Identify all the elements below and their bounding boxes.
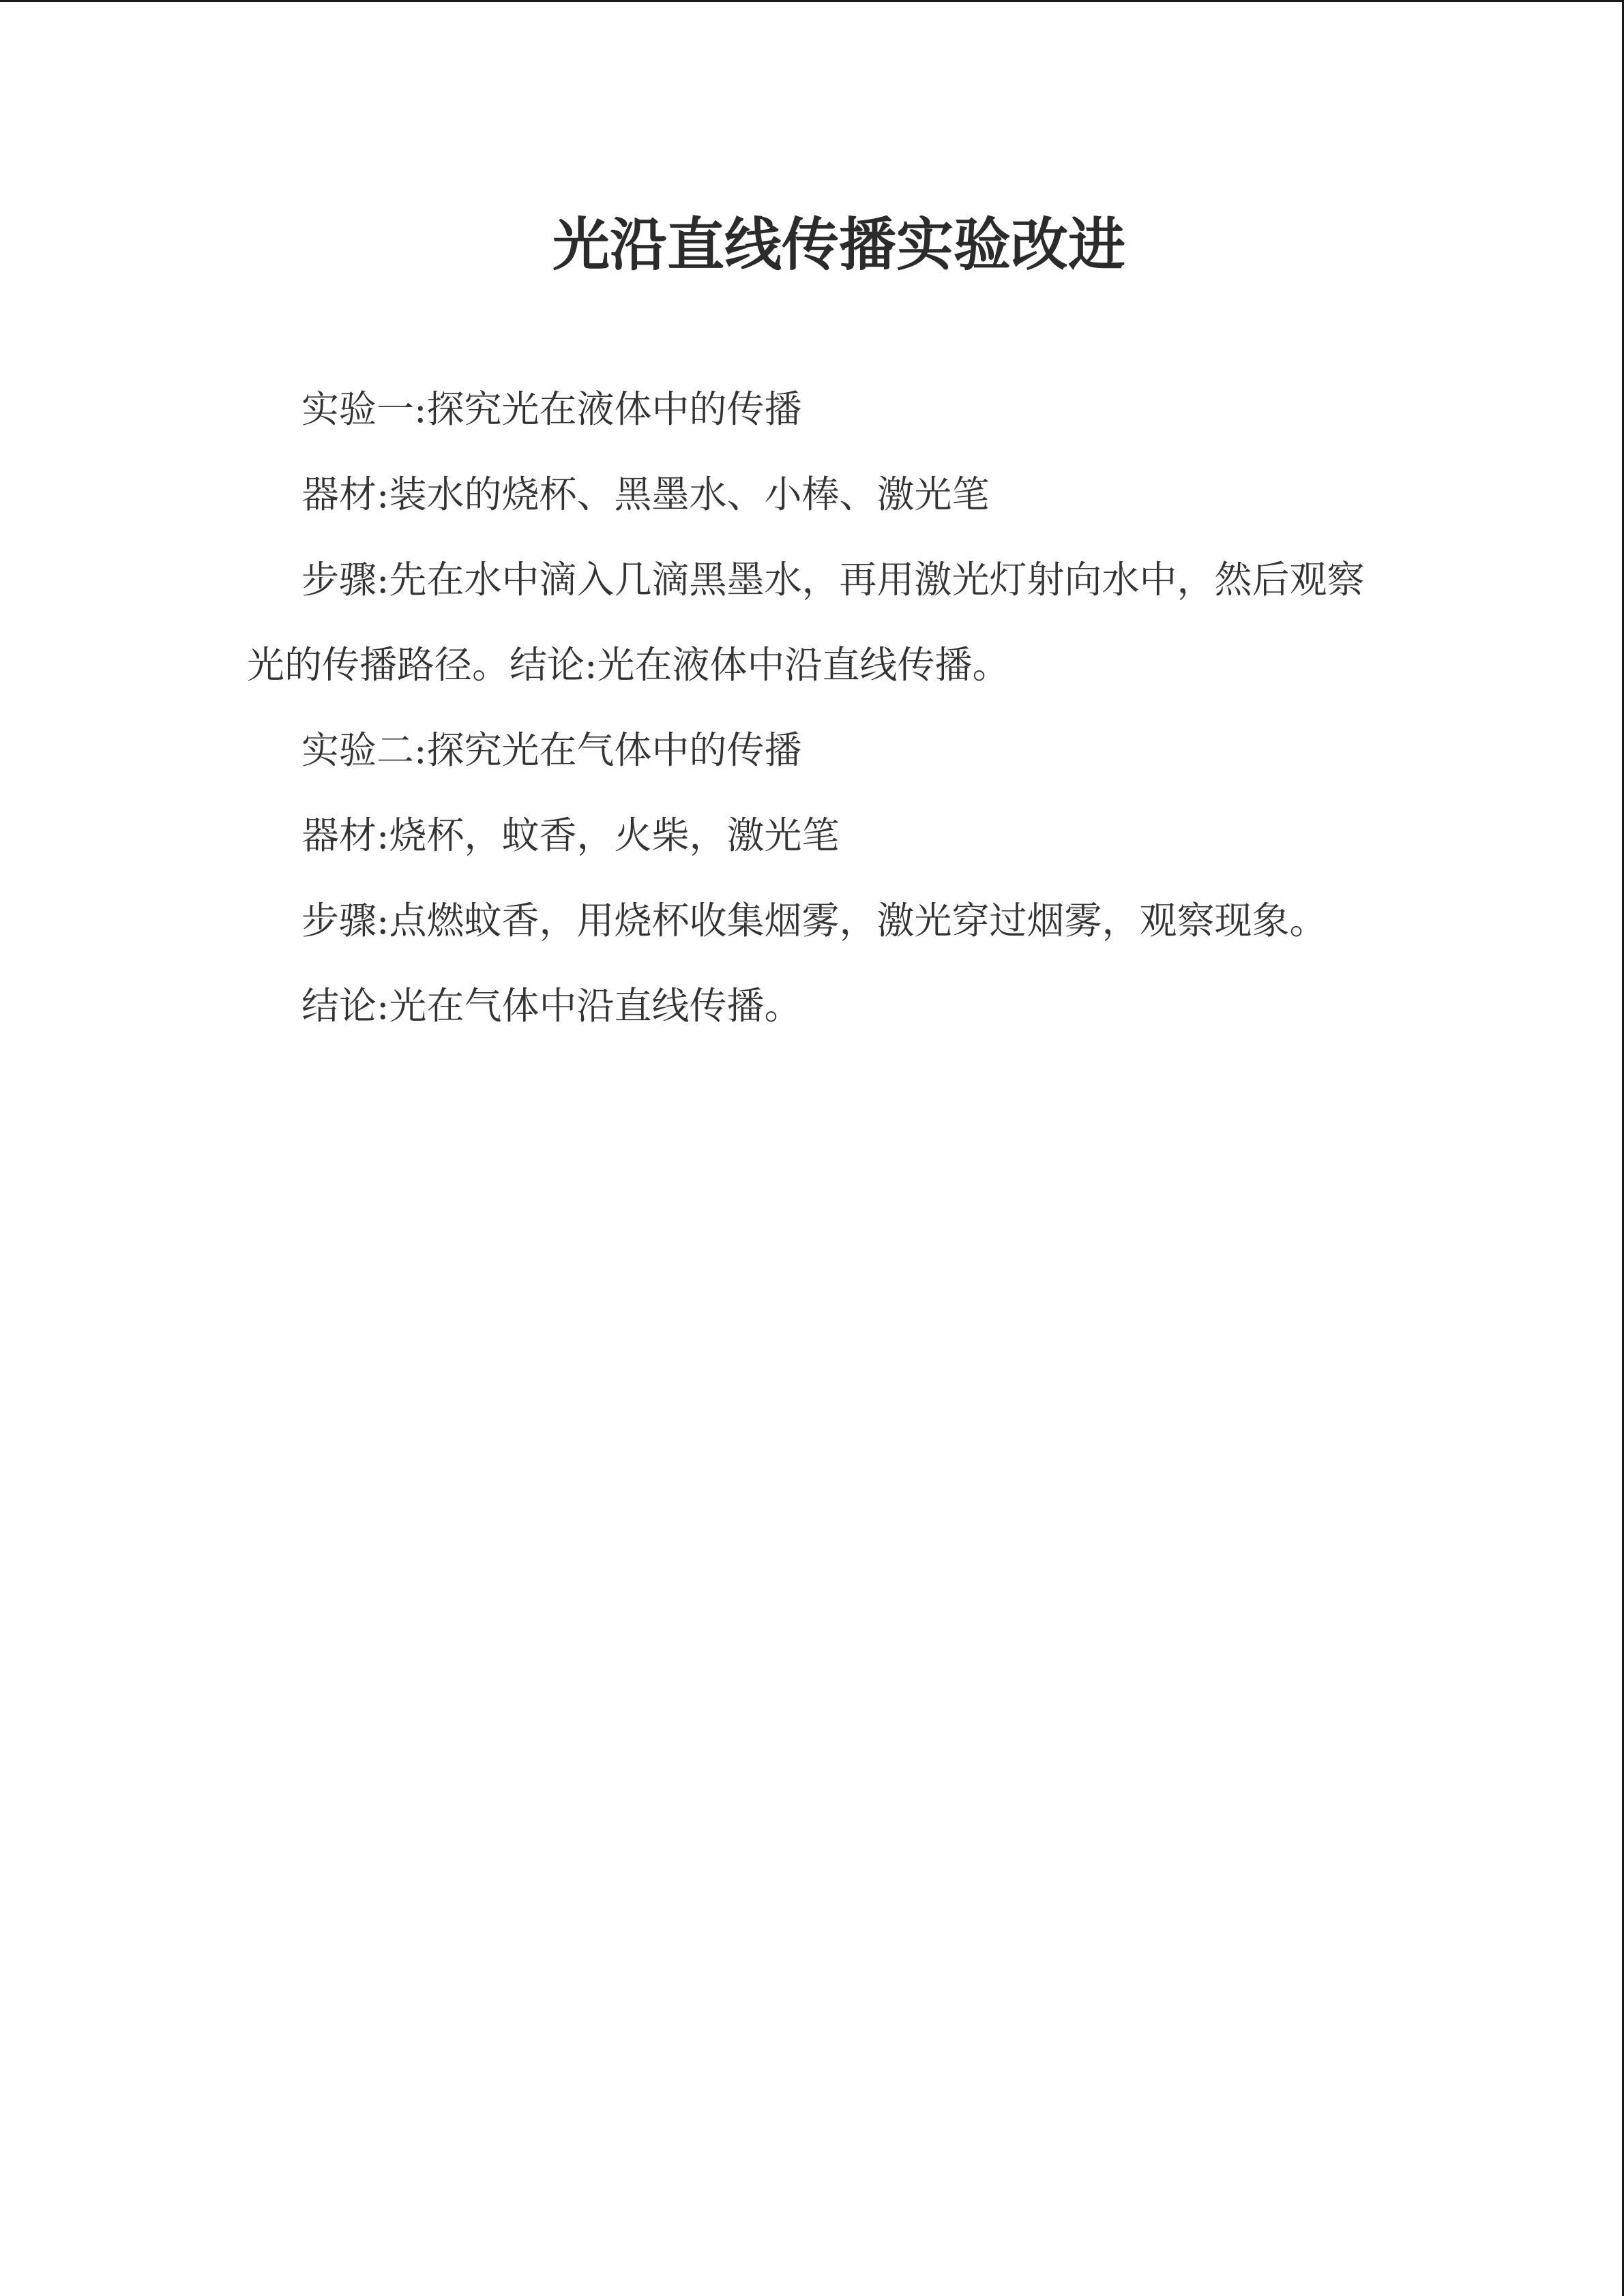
document-body — [247, 367, 1365, 1049]
experiment-2-steps: 步骤:点燃蚊香，用烧杯收集烟雾，激光穿过烟雾，观察现象。 — [301, 899, 1327, 942]
experiment-2-heading: 实验二:探究光在气体中的传播 — [301, 728, 802, 772]
experiment-2-conclusion: 结论:光在气体中沿直线传播。 — [301, 984, 802, 1028]
document-title: 光沿直线传播实验改进 — [552, 211, 1125, 278]
experiment-1-materials: 器材:装水的烧杯、黑墨水、小棒、激光笔 — [301, 473, 990, 516]
experiment-1-steps: 步骤:先在水中滴入几滴黑墨水，再用激光灯射向水中，然后观察光的传播路径。结论:光在液体中沿直线传播。 — [247, 558, 1365, 687]
experiment-2-materials: 器材:烧杯，蚊香，火柴，激光笔 — [301, 814, 840, 857]
experiment-1-heading: 实验一:探究光在液体中的传播 — [301, 387, 802, 431]
